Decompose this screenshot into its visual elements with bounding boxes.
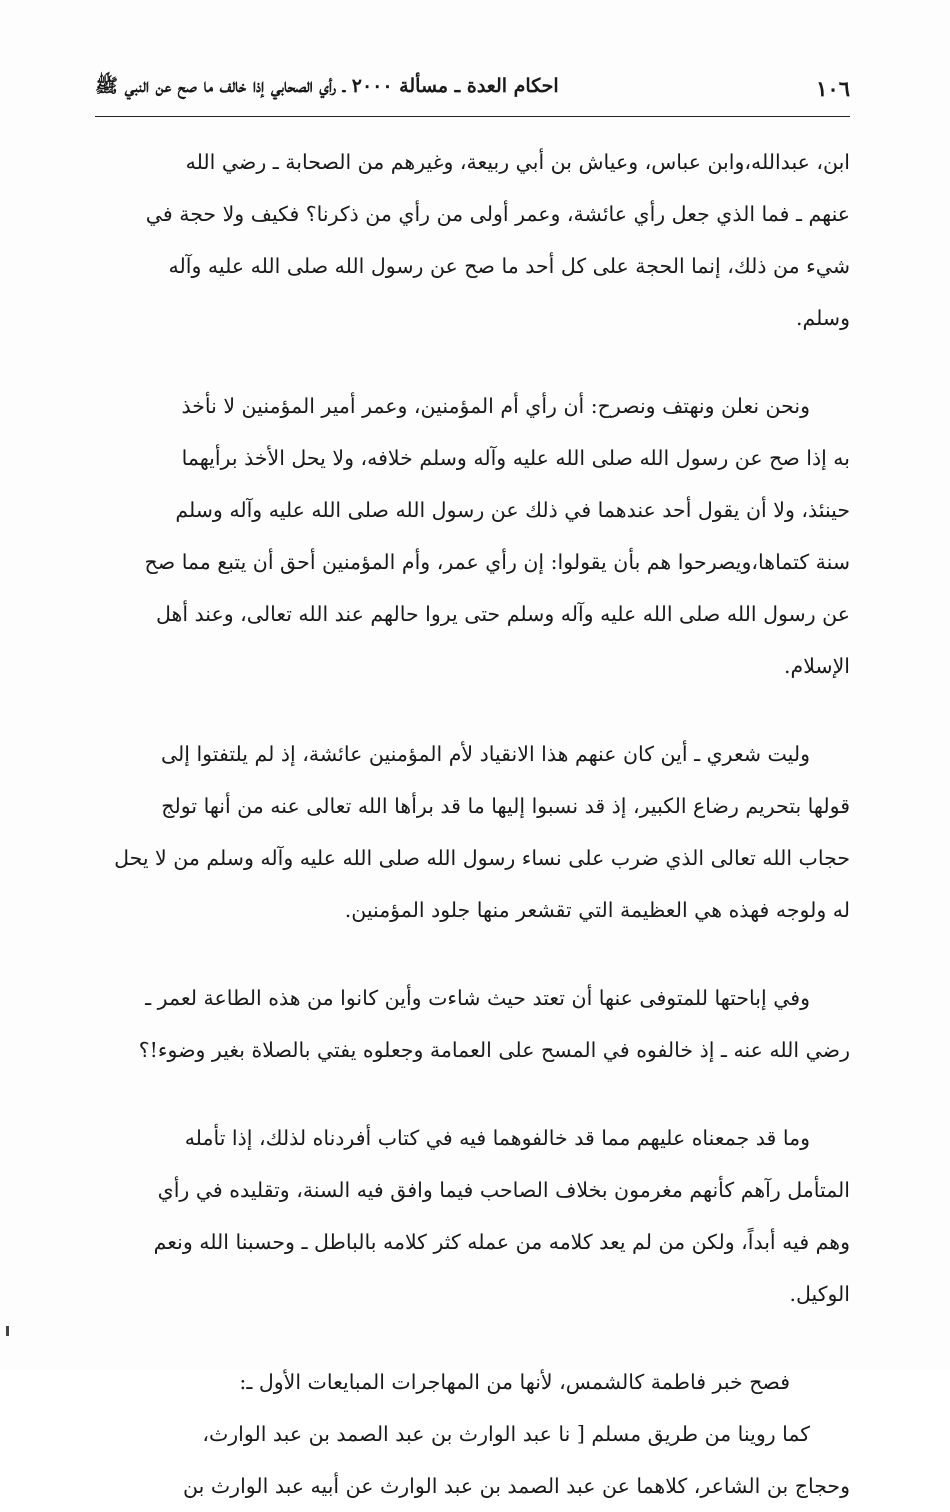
text-line: به إذا صح عن رسول الله صلى الله عليه وآله وسلم خلافه، ولا يحل الأخذ برأيهما xyxy=(181,446,850,470)
paragraph-gap xyxy=(100,692,850,728)
text-line: ابن، عبدالله،وابن عباس، وعياش بن أبي ربيعة، وغيرهم من الصحابة ـ رضي الله xyxy=(185,150,850,174)
text-line: سنة كتماها،ويصرحوا هم بأن يقولوا: إن رأي عمر، وأم المؤمنين أحق أن يتبع مما صح xyxy=(144,550,850,574)
text-line: له ولوجه فهذه هي العظيمة التي تقشعر منها جلود المؤمنين. xyxy=(344,898,850,922)
text-line: رضي الله عنه ـ إذ خالفوه في المسح على العمامة وجعلوه يفتي بالصلاة بغير وضوء!؟ xyxy=(138,1038,850,1062)
body-text xyxy=(100,136,850,1512)
paragraph-gap xyxy=(100,1320,850,1356)
page-header xyxy=(95,68,850,108)
text-line: حجاب الله تعالى الذي ضرب على نساء رسول الله صلى الله عليه وآله وسلم من لا يحل xyxy=(114,846,850,870)
scan-margin-mark xyxy=(6,1326,9,1336)
text-line: الإسلام. xyxy=(783,654,850,678)
paragraph-3 xyxy=(100,728,850,936)
paragraph-2 xyxy=(100,380,850,692)
paragraph-6 xyxy=(100,1356,850,1512)
text-line: وسلم. xyxy=(795,306,850,330)
header-rule xyxy=(95,116,850,117)
text-line: عن رسول الله صلى الله عليه وآله وسلم حتى يروا حالهم عند الله تعالى، وعند أهل xyxy=(155,602,850,626)
running-title: احكام العدة ـ مسألة ٢٠٠٠ ـ رأي الصحابي إذا خالف ما صح عن النبي ﷺ xyxy=(95,75,559,97)
paragraph-4 xyxy=(100,972,850,1076)
paragraph-1 xyxy=(100,136,850,344)
text-line: كما روينا من طريق مسلم [ نا عبد الوارث بن عبد الصمد بن عبد الوارث، xyxy=(202,1422,810,1446)
text-line: المتأمل رآهم كأنهم مغرمون بخلاف الصاحب فيما وافق فيه السنة، وتقليده في رأي xyxy=(157,1178,850,1202)
paragraph-gap xyxy=(100,1076,850,1112)
text-line: وما قد جمعناه عليهم مما قد خالفوهما فيه في كتاب أفردناه لذلك، إذا تأمله xyxy=(184,1126,810,1150)
text-line: وهم فيه أبداً، ولكن من لم يعد كلامه من عمله كثر كلامه بالباطل ـ وحسبنا الله ونعم xyxy=(153,1230,850,1254)
paragraph-gap xyxy=(100,936,850,972)
text-line: شيء من ذلك، إنما الحجة على كل أحد ما صح عن رسول الله صلى الله عليه وآله xyxy=(168,254,850,278)
text-line: وحجاج بن الشاعر، كلاهما عن عبد الصمد بن عبد الوارث عن أبيه عبد الوارث بن xyxy=(183,1474,850,1498)
text-line: الوكيل. xyxy=(789,1282,850,1306)
text-line: فصح خبر فاطمة كالشمس، لأنها من المهاجرات المبايعات الأول ـ: xyxy=(239,1370,790,1394)
text-line: قولها بتحريم رضاع الكبير، إذ قد نسبوا إليها ما قد برأها الله تعالى عنه من أنها تولج xyxy=(161,794,850,818)
paragraph-5 xyxy=(100,1112,850,1320)
text-line: وليت شعري ـ أين كان عنهم هذا الانقياد لأم المؤمنين عائشة، إذ لم يلتفتوا إلى xyxy=(160,742,810,766)
page-number: ١٠٦ xyxy=(816,75,850,101)
text-line: وفي إباحتها للمتوفى عنها أن تعتد حيث شاءت وأين كانوا من هذه الطاعة لعمر ـ xyxy=(145,986,810,1010)
text-line: عنهم ـ فما الذي جعل رأي عائشة، وعمر أولى من رأي من ذكرنا؟ فكيف ولا حجة في xyxy=(145,202,850,226)
paragraph-gap xyxy=(100,344,850,380)
text-line: حينئذ، ولا أن يقول أحد عندهما في ذلك عن رسول الله صلى الله عليه وآله وسلم xyxy=(175,498,850,522)
text-line: ونحن نعلن ونهتف ونصرح: أن رأي أم المؤمنين، وعمر أمير المؤمنين لا نأخذ xyxy=(181,394,810,418)
